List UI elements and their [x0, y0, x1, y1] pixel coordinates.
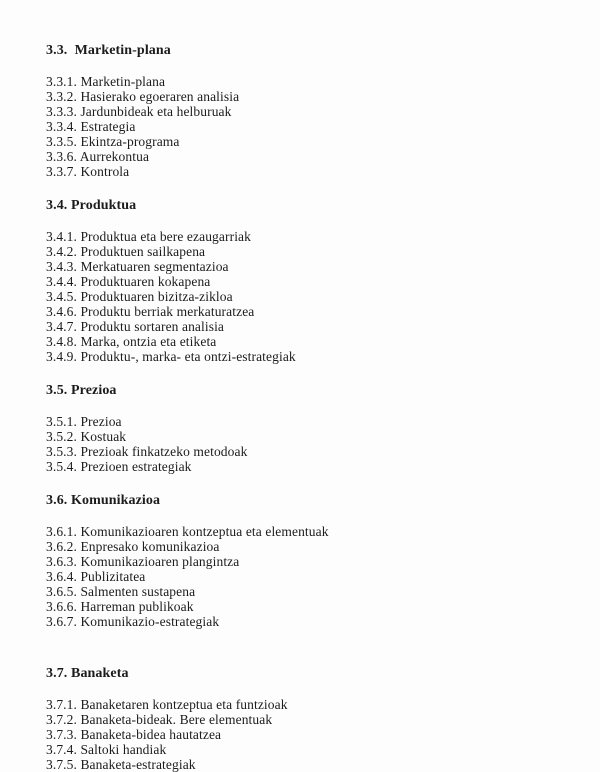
toc-item: 3.5.2. Kostuak: [46, 429, 127, 444]
toc-item: 3.5.1. Prezioa: [46, 414, 122, 429]
toc-item: 3.3.7. Kontrola: [46, 164, 130, 179]
toc-item: 3.7.3. Banaketa-bidea hautatzea: [46, 727, 222, 742]
toc-item: 3.4.3. Merkatuaren segmentazioa: [46, 259, 229, 274]
section-item-list: [46, 697, 560, 772]
toc-item: 3.4.1. Produktua eta bere ezaugarriak: [46, 229, 251, 244]
toc-item: 3.4.8. Marka, ontzia eta etiketa: [46, 334, 217, 349]
toc-item: 3.7.4. Saltoki handiak: [46, 742, 167, 757]
toc-item: 3.7.5. Banaketa-estrategiak: [46, 757, 196, 772]
toc-item: 3.4.7. Produktu sortaren analisia: [46, 319, 225, 334]
section-heading: 3.7. Banaketa: [46, 666, 129, 681]
toc-item: 3.3.6. Aurrekontua: [46, 149, 150, 164]
table-of-contents: [46, 43, 560, 772]
toc-item: 3.3.3. Jardunbideak eta helburuak: [46, 104, 232, 119]
toc-item: 3.4.6. Produktu berriak merkaturatzea: [46, 304, 255, 319]
toc-item: 3.4.2. Produktuen sailkapena: [46, 244, 206, 259]
toc-section: [46, 198, 560, 364]
toc-item: 3.6.4. Publizitatea: [46, 569, 146, 584]
toc-section: [46, 666, 560, 772]
toc-item: 3.3.5. Ekintza-programa: [46, 134, 180, 149]
toc-item: 3.4.9. Produktu-, marka- eta ontzi-estrategiak: [46, 349, 296, 364]
section-heading: 3.4. Produktua: [46, 198, 137, 213]
section-item-list: [46, 229, 560, 364]
toc-item: 3.6.2. Enpresako komunikazioa: [46, 539, 220, 554]
toc-section: [46, 383, 560, 474]
toc-item: 3.6.5. Salmenten sustapena: [46, 584, 196, 599]
toc-section: [46, 493, 560, 629]
toc-item: 3.6.1. Komunikazioaren kontzeptua eta elementuak: [46, 524, 329, 539]
toc-item: 3.3.4. Estrategia: [46, 119, 136, 134]
toc-item: 3.6.3. Komunikazioaren plangintza: [46, 554, 240, 569]
section-heading: 3.3. Marketin-plana: [46, 43, 171, 58]
section-item-list: [46, 414, 560, 474]
toc-item: 3.6.6. Harreman publikoak: [46, 599, 194, 614]
section-heading: 3.5. Prezioa: [46, 383, 117, 398]
section-item-list: [46, 74, 560, 179]
toc-item: 3.5.3. Prezioak finkatzeko metodoak: [46, 444, 248, 459]
toc-item: 3.4.5. Produktuaren bizitza-zikloa: [46, 289, 233, 304]
toc-item: 3.7.2. Banaketa-bideak. Bere elementuak: [46, 712, 273, 727]
toc-item: 3.7.1. Banaketaren kontzeptua eta funtzioak: [46, 697, 288, 712]
toc-item: 3.5.4. Prezioen estrategiak: [46, 459, 192, 474]
toc-section: [46, 43, 560, 179]
toc-item: 3.3.1. Marketin-plana: [46, 74, 166, 89]
section-heading: 3.6. Komunikazioa: [46, 493, 161, 508]
toc-item: 3.4.4. Produktuaren kokapena: [46, 274, 211, 289]
toc-item: 3.6.7. Komunikazio-estrategiak: [46, 614, 220, 629]
section-item-list: [46, 524, 560, 629]
toc-item: 3.3.2. Hasierako egoeraren analisia: [46, 89, 240, 104]
